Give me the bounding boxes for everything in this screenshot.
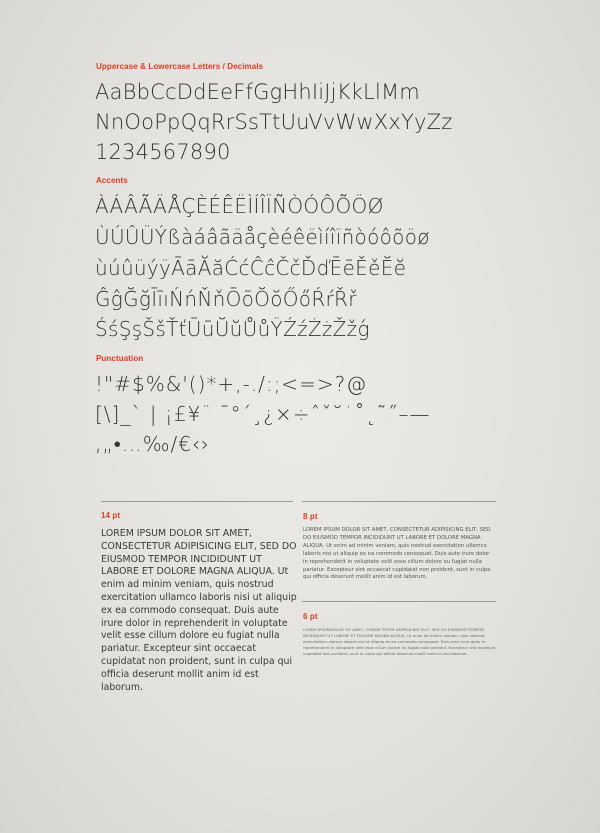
punctuation-line-2: [\]_` | ¡£¥¨ ¯°´¸¿×÷ˆˇ˘˙˚˛˜˝–—	[95, 402, 431, 426]
accents-heading: Accents	[96, 176, 128, 185]
rule-6pt	[302, 601, 496, 602]
sample-6pt-text: LOREM IPSUMDOLOR SIT AMET, CONSECTETUR ADIPISICING ELIT, SED DO EIUSMOD TEMPOR INCIDIDUNT UT LABORE ET DOLORE MAGNA ALIQUA. Ut enim ad minim veniam, quis nostrud exercitation ullamco laboris nisi ut aliquip ex ea commodo consequat. Duis aute irure dolor in reprehenderit in voluptate velit esse cillum dolore eu fugiat nulla pariatur. Excepteur sint occaecat cupidatat non proident, sunt in culpa qui officia deserunt mollit anim id est laborum.	[303, 627, 496, 656]
accents-line-2: ÙÚÛÜÝßàáâãäåçèéêëìíîïñòóôõöø	[95, 225, 430, 249]
numerals-line: 1234567890	[95, 140, 231, 164]
sample-6pt-label: 6 pt	[303, 612, 318, 621]
rule-8pt	[302, 501, 496, 502]
letters-line-1: AaBbCcDdEeFfGgHhIiJjKkLlMm	[95, 80, 420, 104]
accents-line-1: ÀÁÂÃÄÅÇÈÉÊËÌÍÎÏÑÒÓÔÕÖØ	[95, 194, 384, 218]
accents-line-4: ĜĝĞğĪīıŃńŇňŌōŎŏŐőŔŕŘř	[95, 287, 357, 311]
letters-line-2: NnOoPpQqRrSsTtUuVvWwXxYyZz	[95, 110, 453, 134]
sample-8pt-text: LOREM IPSUM DOLOR SIT AMET, CONSECTETUR ADIPISICING ELIT, SED DO EIUSMOD TEMPOR INCIDIDUNT UT LABORE ET DOLORE MAGNA ALIQUA. Ut enim ad minim veniam, quis nostrud exercitation ullamco laboris nisi ut aliquip ex ea commodo consequat. Duis aute irure dolor in reprehenderit in voluptate velit esse cillum dolore eu fugiat nulla pariatur. Excepteur sint occaecat cupidatat non proident, sunt in culpa qui officia deserunt mollit anim id est laborum.	[303, 527, 491, 581]
sample-14pt-text: LOREM IPSUM DOLOR SIT AMET, CONSECTETUR ADIPISICING ELIT, SED DO EIUSMOD TEMPOR INCIDIDUNT UT LABORE ET DOLORE MAGNA ALIQUA. Ut enim ad minim veniam, quis nostrud exercitation ullamco laboris nisi ut aliquip ex ea commodo consequat. Duis aute irure dolor in reprehenderit in voluptate velit esse cillum dolore eu fugiat nulla pariatur. Excepteur sint occaecat cupidatat non proident, sunt in culpa qui officia deserunt mollit anim id est laborum.	[101, 528, 297, 693]
punctuation-line-3: ‚„•…‰/€‹›	[95, 432, 211, 456]
accents-line-5: ŚśŞşŠšŤťŪūŬŭŮůŸŹźŻżŽžǵ	[95, 317, 370, 341]
accents-line-3: ùúûüýÿĀāĂăĆćĈĉČčĎďĒēĚěĔĕ	[95, 256, 407, 280]
punctuation-line-1: !"#$%&'()*+,-./:;<=>?@	[95, 372, 368, 396]
sample-14pt-label: 14 pt	[101, 511, 121, 520]
letters-heading: Uppercase & Lowercase Letters / Decimals	[96, 62, 264, 71]
sample-8pt-label: 8 pt	[303, 512, 318, 521]
punctuation-heading: Punctuation	[96, 354, 144, 363]
rule-14pt	[101, 501, 293, 502]
